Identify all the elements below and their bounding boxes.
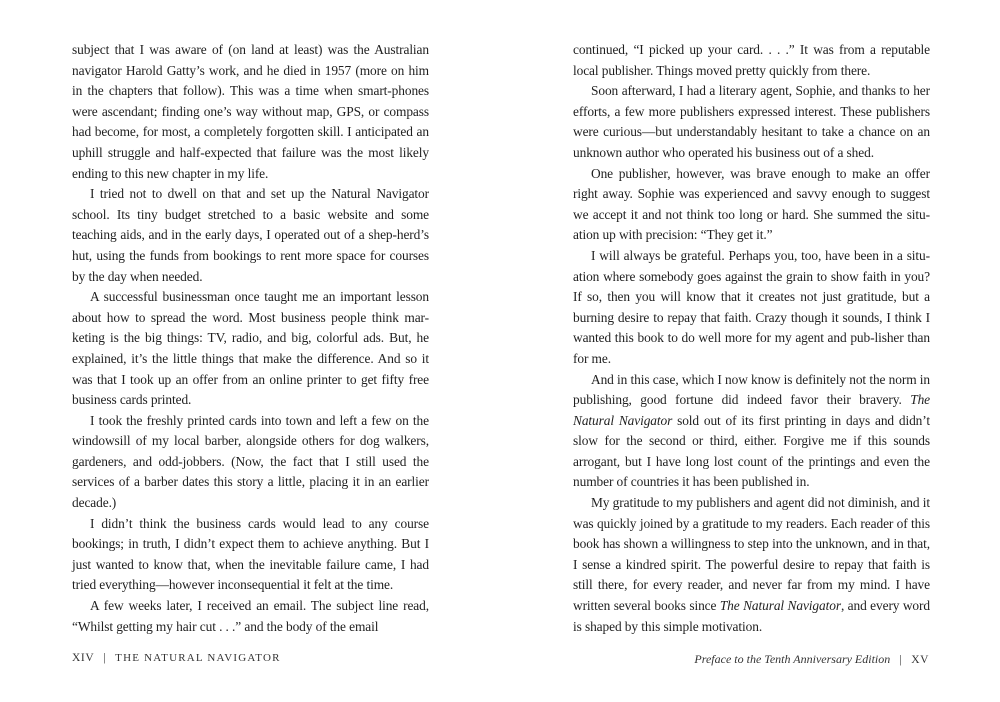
folio-separator: | xyxy=(103,652,107,664)
book-title-italic: The Natural Navigator xyxy=(573,392,931,428)
paragraph: A few weeks later, I received an email. The subject line read, “Whilst getting my hair cut . . .” and the body of the email xyxy=(72,598,429,634)
left-page-text xyxy=(72,40,429,637)
paragraph xyxy=(573,370,930,494)
paragraph: subject that I was aware of (on land at least) was the Australian navigator Harold Gatty’s work, and he died in 1957 (more on him in the chapters that follow). This was a time when smart-phones were ascendant; finding one’s way without map, GPS, or compass had become, for most, a completely forgotten skill. I anticipated an uphill struggle and half-expected that failure was the most likely ending to this new chapter in my life. xyxy=(72,42,429,181)
left-page xyxy=(72,40,429,637)
running-head: Preface to the Tenth Anniversary Edition xyxy=(694,652,891,666)
right-page xyxy=(573,40,930,637)
paragraph-text: , and every word is shaped by this simple motivation. xyxy=(573,598,930,634)
paragraph: I didn’t think the business cards would lead to any course bookings; in truth, I didn’t expect them to achieve anything. But I just wanted to know that, when the inevitable failure came, I had tried everything—however inconsequential it felt at the time. xyxy=(72,515,429,593)
paragraph: Soon afterward, I had a literary agent, Sophie, and thanks to her efforts, a few more publishers expressed interest. These publishers were curious—but understandably hesitant to take a chance on an unknown author who operated his business out of a shed. xyxy=(573,83,930,160)
paragraph-text: sold out of its first printing in days and didn’t slow for the second or third, either. Forgive me if this sounds arrogant, but I have long lost count of the printings and even the number of countries it has been published in. xyxy=(573,412,931,490)
paragraph: A successful businessman once taught me an important lesson about how to spread the word. Most business people think mar-keting is the big things: TV, radio, and big, colorful ads. But, he explained, it’s the little things that make the difference. And so it was that I took up an offer from an online printer to get fifty free business cards printed. xyxy=(72,289,429,408)
paragraph-text: And in this case, which I now know is definitely not the norm in publishing, good fortune did indeed favor their bravery. xyxy=(573,371,930,408)
paragraph xyxy=(573,493,930,637)
paragraph: I took the freshly printed cards into town and left a few on the windowsill of my local barber, alongside others for dog walkers, gardeners, and odd-jobbers. (Now, the fact that I still used the services of a barber dates this story a little, placing it in an earlier decade.) xyxy=(72,412,429,511)
left-folio xyxy=(72,652,281,664)
right-page-text xyxy=(573,40,930,637)
paragraph: continued, “I picked up your card. . . .” It was from a reputable local publisher. Things moved pretty quickly from there. xyxy=(573,42,930,78)
paragraph: I tried not to dwell on that and set up the Natural Navigator school. Its tiny budget stretched to a basic website and some teaching aids, and in the early days, I operated out of a shep-herd’s hut, using the funds from bookings to rent more space for courses by the day when needed. xyxy=(72,186,429,284)
paragraph-text: My gratitude to my publishers and agent did not diminish, and it was quickly joined by a gratitude to my readers. Each reader of this book has shown a willingness to step into the unknown, and in that, I sense a kindred spirit. The powerful desire to repay that faith is still there, for every reader, and never far from my mind. I have written several books since xyxy=(573,495,930,614)
paragraph: One publisher, however, was brave enough to make an offer right away. Sophie was experienced and savvy enough to suggest we accept it and not think too long or hard. She summed the situ-ation up with precision: “They get it.” xyxy=(573,165,930,243)
right-folio xyxy=(694,652,929,667)
page-number: XIV xyxy=(72,652,95,664)
book-title-italic: The Natural Navigator xyxy=(719,598,841,614)
page-number: XV xyxy=(911,654,929,666)
folio-separator: | xyxy=(899,654,903,666)
paragraph: I will always be grateful. Perhaps you, too, have been in a situ-ation where somebody goes against the grain to show faith in you? If so, then you will know that it creates not just gratitude, but a burning desire to repay that faith. Crazy though it sounds, I think I wanted this book to do well more for my agent and pub-lisher than for me. xyxy=(573,247,930,366)
running-head: THE NATURAL NAVIGATOR xyxy=(115,652,281,664)
